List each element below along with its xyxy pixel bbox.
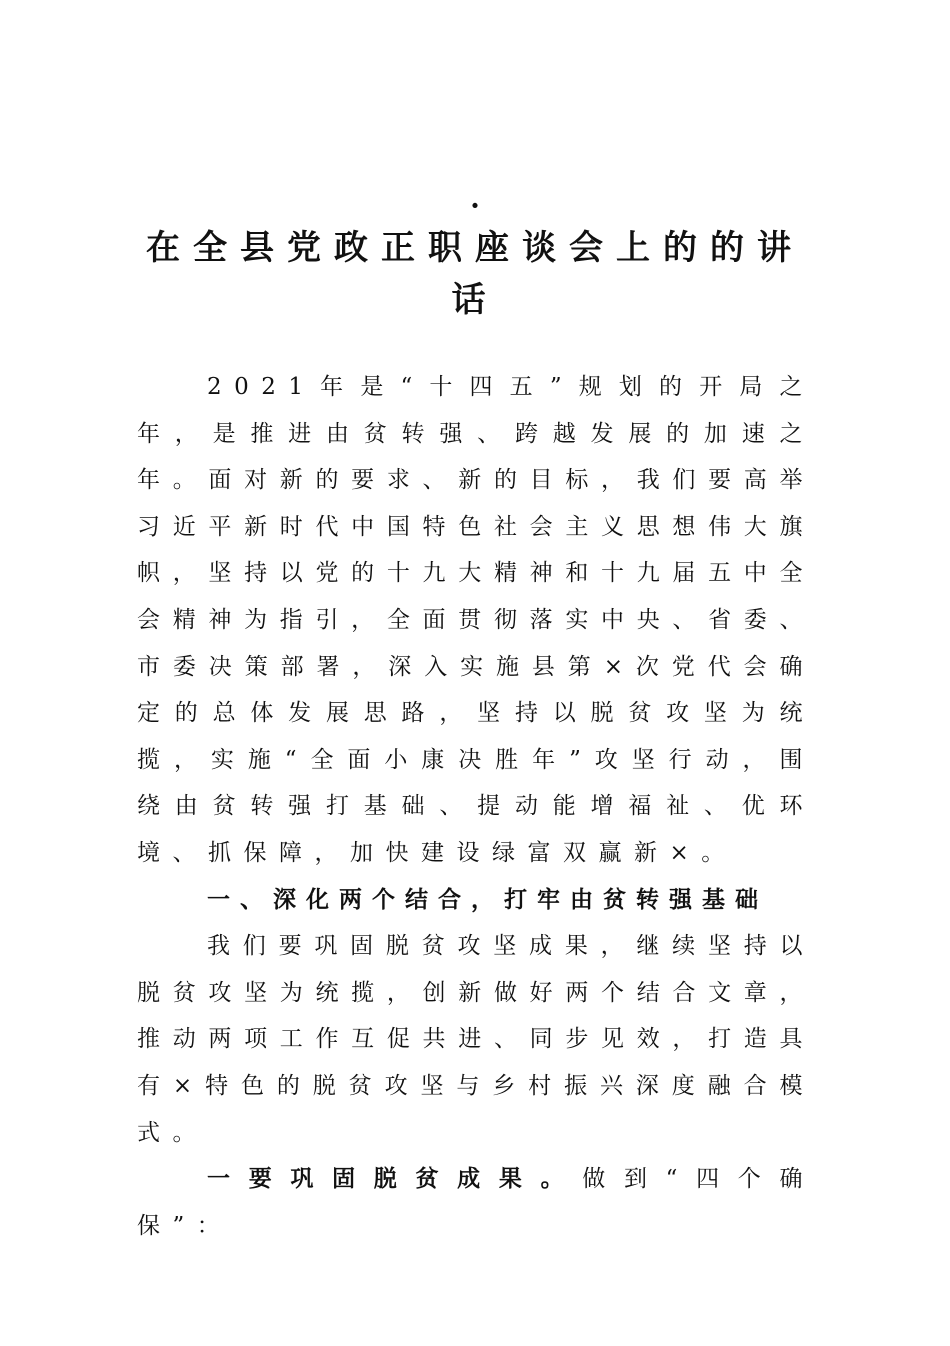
document-title: 在全县党政正职座谈会上的的讲话 — [146, 228, 804, 320]
section-heading: 一、深化两个结合，打牢由贫转强基础 — [207, 886, 768, 913]
point-text: 做到“四个确保”： — [137, 1166, 816, 1239]
document-body — [137, 364, 815, 1249]
section-paragraph: 我们要巩固脱贫攻坚成果，继续坚持以脱贫攻坚为统揽，创新做好两个结合文章，推动两项工作互促共进、同步见效，打造具有×特色的脱贫攻坚与乡村振兴深度融合模式。 — [137, 933, 815, 1146]
point-lead: 一要巩固脱贫成果。 — [207, 1166, 583, 1193]
point-paragraph — [137, 1156, 815, 1249]
intro-paragraph: 2021年是“十四五”规划的开局之年，是推进由贫转强、跨越发展的加速之年。面对新的要求、新的目标，我们要高举习近平新时代中国特色社会主义思想伟大旗帜，坚持以党的十九大精神和十九届五中全会精神为指引，全面贯彻落实中央、省委、市委决策部署，深入实施县第×次党代会确定的总体发展思路，坚持以脱贫攻坚为统揽，实施“全面小康决胜年”攻坚行动，围绕由贫转强打基础、提动能增福祉、优环境、抓保障，加快建设绿富双赢新×。 — [137, 374, 815, 866]
top-mark: · — [470, 189, 480, 222]
